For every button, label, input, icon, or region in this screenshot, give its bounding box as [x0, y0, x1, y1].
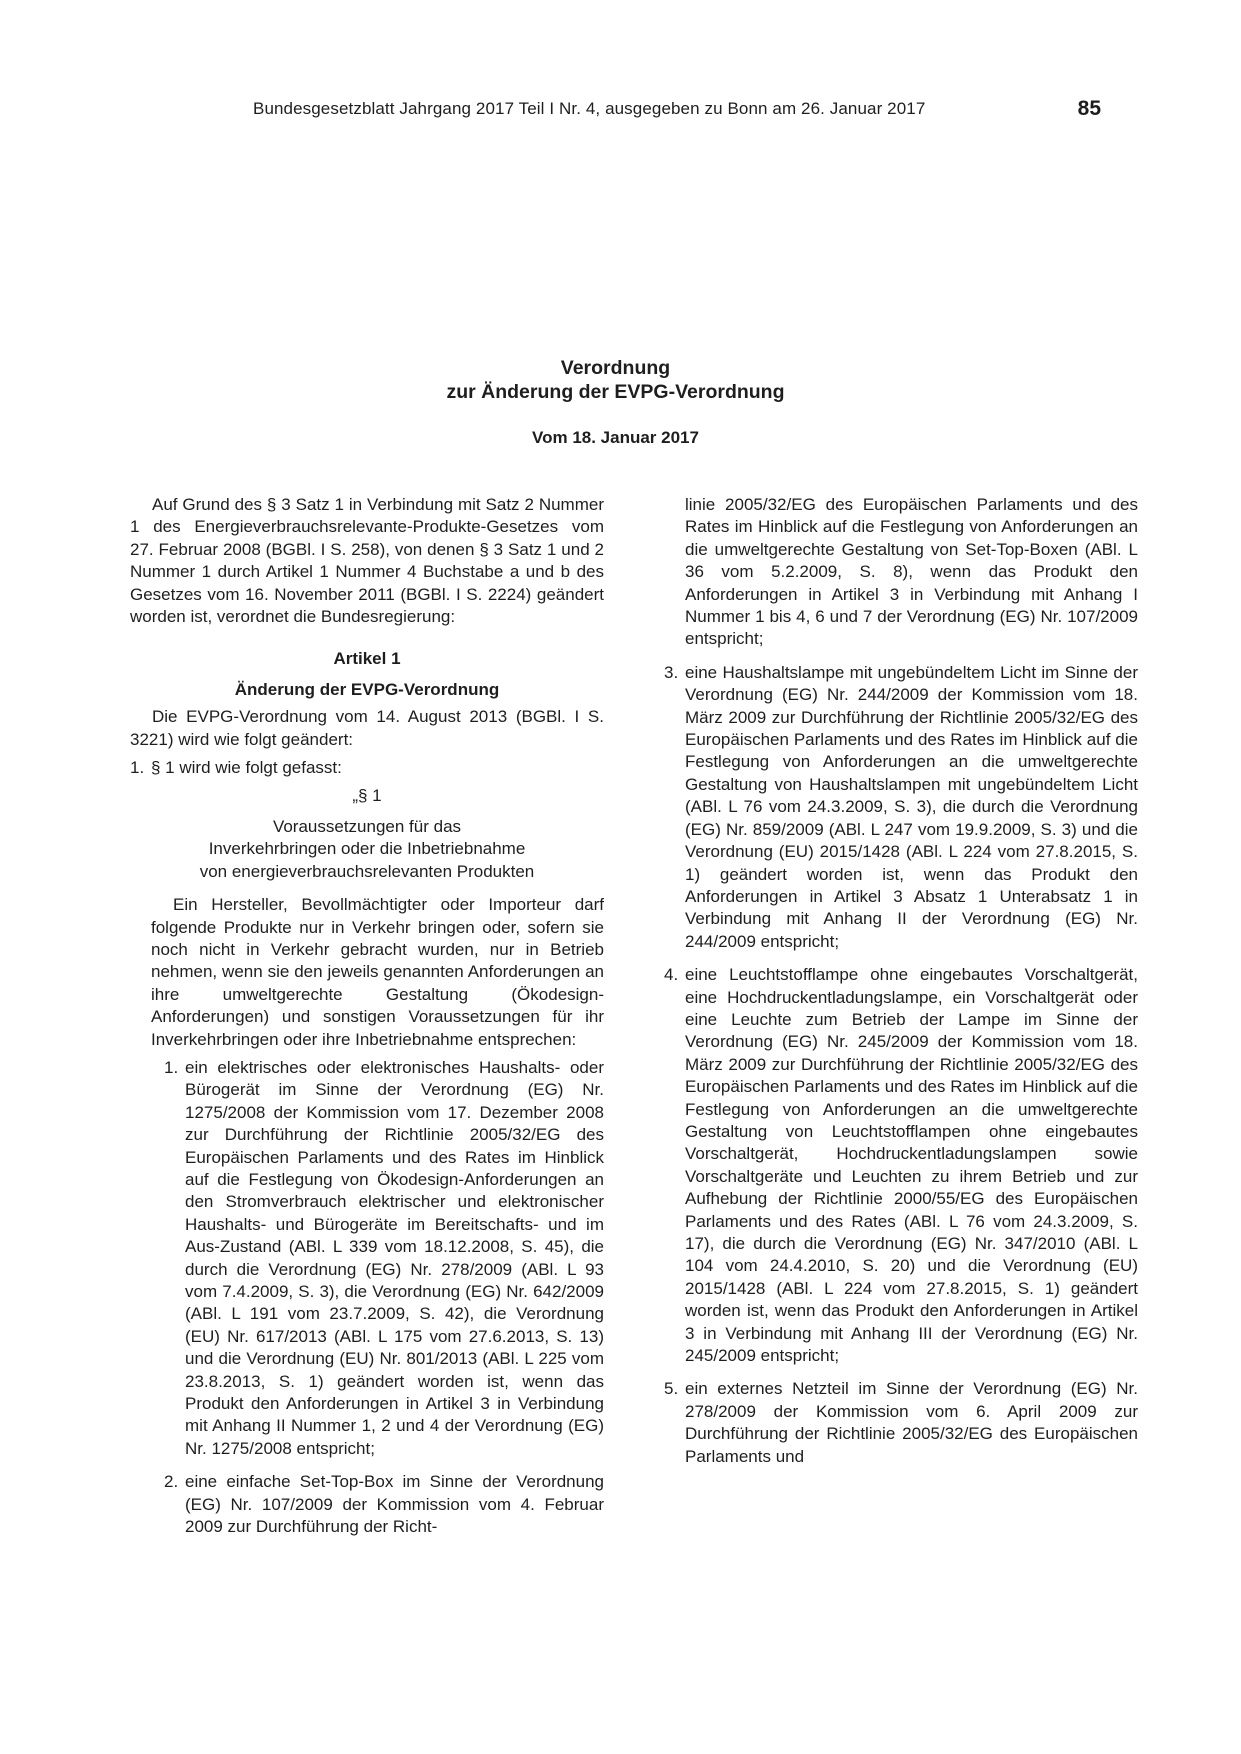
page-number: 85 — [1077, 97, 1101, 120]
left-column — [130, 494, 604, 1538]
preamble: Auf Grund des § 3 Satz 1 in Verbindung mit Satz 2 Nummer 1 des Energieverbrauchsrelevante-Produkte-Gesetzes vom 27. Februar 2008 (BGBl. I S. 258), von denen § 3 Satz 1 und 2 Nummer 1 durch Artikel 1 Nummer 4 Buchstabe a und b des Gesetzes vom 16. November 2011 (BGBl. I S. 2224) geändert worden ist, verordnet die Bundesregierung: — [130, 495, 604, 627]
section-body: Ein Hersteller, Bevollmächtigter oder Importeur darf folgende Produkte nur in Verkehr bringen oder, sofern sie noch nicht in Verkehr gebracht wurden, nur in Betrieb nehmen, wenn sie den jeweils genannten Anforderungen an ihre umweltgerechte Gestaltung (Ökodesign-Anforderungen) und sonstigen Voraussetzungen für ihr Inverkehrbringen oder ihre Inbetriebnahme entsprechen: — [151, 895, 604, 1049]
item-number: 1. — [130, 758, 145, 778]
list-item — [130, 1471, 604, 1538]
list-item — [664, 1378, 1138, 1468]
item-number: 1. — [164, 1057, 179, 1077]
list-item — [130, 1057, 604, 1460]
item-text: eine Leuchtstofflampe ohne eingebautes Vorschaltgerät, eine Hochdruckentladungslampe, ein Vorschaltgerät oder eine Leuchte zum Betrieb der Lampe im Sinne der Verordnung (EG) Nr. 245/2009 der Kommission vom 18. März 2009 zur Durchführung der Richtlinie 2005/32/EG des Europäischen Parlaments und des Rates im Hinblick auf die Festlegung von Anforderungen an die umweltgerechte Gestaltung von Leuchtstofflampen ohne eingebautes Vorschaltgerät, Hochdruckentladungslampen sowie Vorschaltgeräte und Leuchten zu ihrem Betrieb und zur Aufhebung der Richtlinie 2000/55/EG des Europäischen Parlaments und des Rates (ABl. L 76 vom 24.3.2009, S. 17), die durch die Verordnung (EG) Nr. 347/2010 (ABl. L 104 vom 24.4.2010, S. 20) und die Verordnung (EU) 2015/1428 (ABl. L 224 vom 27.8.2015, S. 1) geändert worden ist, wenn das Produkt den Anforderungen in Artikel 3 in Verbindung mit Anhang III der Verordnung (EG) Nr. 245/2009 entspricht; — [685, 965, 1138, 1366]
item-text: § 1 wird wie folgt gefasst: — [151, 758, 342, 778]
item-text: eine einfache Set-Top-Box im Sinne der Verordnung (EG) Nr. 107/2009 der Kommission vom 4. Februar 2009 zur Durchführung der Richt- — [185, 1472, 604, 1537]
item-number: 3. — [664, 662, 679, 682]
item-text: ein externes Netzteil im Sinne der Verordnung (EG) Nr. 278/2009 der Kommission vom 6. April 2009 zur Durchführung der Richtlinie 2005/32/EG des Europäischen Parlaments und — [685, 1379, 1138, 1466]
list-item — [664, 964, 1138, 1367]
right-column — [664, 494, 1138, 1468]
section-number: „§ 1 — [352, 786, 382, 806]
document-title-line-2: zur Änderung der EVPG-Verordnung — [446, 381, 785, 403]
article-heading: Artikel 1 — [333, 649, 401, 669]
section-title-line-3: von energieverbrauchsrelevanten Produkten — [199, 861, 535, 881]
document-date: Vom 18. Januar 2017 — [532, 428, 699, 447]
list-item-continuation: linie 2005/32/EG des Europäischen Parlaments und des Rates im Hinblick auf die Festlegung von Anforderungen an die umweltgerechte Gestaltung von Set-Top-Boxen (ABl. L 36 vom 5.2.2009, S. 8), wenn das Produkt den Anforderungen in Artikel 3 in Verbindung mit Anhang I Nummer 1 bis 4, 6 und 7 der Verordnung (EG) Nr. 107/2009 entspricht; — [685, 495, 1138, 649]
list-item — [130, 757, 604, 779]
title-block — [121, 356, 1110, 448]
list-item — [664, 662, 1138, 953]
article-intro: Die EVPG-Verordnung vom 14. August 2013 (BGBl. I S. 3221) wird wie folgt geändert: — [130, 707, 604, 749]
item-text: eine Haushaltslampe mit ungebündeltem Licht im Sinne der Verordnung (EG) Nr. 244/2009 der Kommission vom 18. März 2009 zur Durchführung der Richtlinie 2005/32/EG des Europäischen Parlaments und des Rates im Hinblick auf die Festlegung von Anforderungen an die umweltgerechte Gestaltung von Haushaltslampen mit ungebündeltem Licht (ABl. L 76 vom 24.3.2009, S. 3), die durch die Verordnung (EG) Nr. 859/2009 (ABl. L 247 vom 19.9.2009, S. 3) und die Verordnung (EU) 2015/1428 (ABl. L 224 vom 27.8.2015, S. 1) geändert worden ist, wenn das Produkt den Anforderungen in Artikel 3 Absatz 1 Unterabsatz 1 in Verbindung mit Anhang II der Verordnung (EG) Nr. 244/2009 entspricht; — [685, 662, 1138, 951]
running-title: Bundesgesetzblatt Jahrgang 2017 Teil I Nr. 4, ausgegeben zu Bonn am 26. Januar 2017 — [253, 99, 926, 118]
item-number: 5. — [664, 1379, 679, 1399]
article-title: Änderung der EVPG-Verordnung — [234, 679, 500, 699]
section-title-line-1: Voraussetzungen für das — [272, 816, 462, 836]
document-title-line-1: Verordnung — [560, 357, 671, 379]
item-number: 4. — [664, 965, 679, 985]
section-title-line-2: Inverkehrbringen oder die Inbetriebnahme — [208, 839, 526, 859]
item-text: ein elektrisches oder elektronisches Haushalts- oder Bürogerät im Sinne der Verordnung (EG) Nr. 1275/2008 der Kommission vom 17. Dezember 2008 zur Durchführung der Richtlinie 2005/32/EG des Europäischen Parlaments und des Rates im Hinblick auf die Festlegung von Ökodesign-Anforderungen an den Stromverbrauch elektrischer und elektronischer Haushalts- und Bürogeräte im Bereitschafts- und im Aus-Zustand (ABl. L 339 vom 18.12.2008, S. 45), die durch die Verordnung (EG) Nr. 278/2009 (ABl. L 93 vom 7.4.2009, S. 3), die Verordnung (EG) Nr. 642/2009 (ABl. L 191 vom 23.7.2009, S. 42), die Verordnung (EU) Nr. 617/2013 (ABl. L 175 vom 27.6.2013, S. 13) und die Verordnung (EU) Nr. 801/2013 (ABl. L 225 vom 23.8.2013, S. 1) geändert worden ist, wenn das Produkt den Anforderungen in Artikel 3 in Verbindung mit Anhang II Nummer 1, 2 und 4 der Verordnung (EG) Nr. 1275/2008 entspricht; — [185, 1057, 604, 1458]
item-number: 2. — [164, 1472, 179, 1492]
